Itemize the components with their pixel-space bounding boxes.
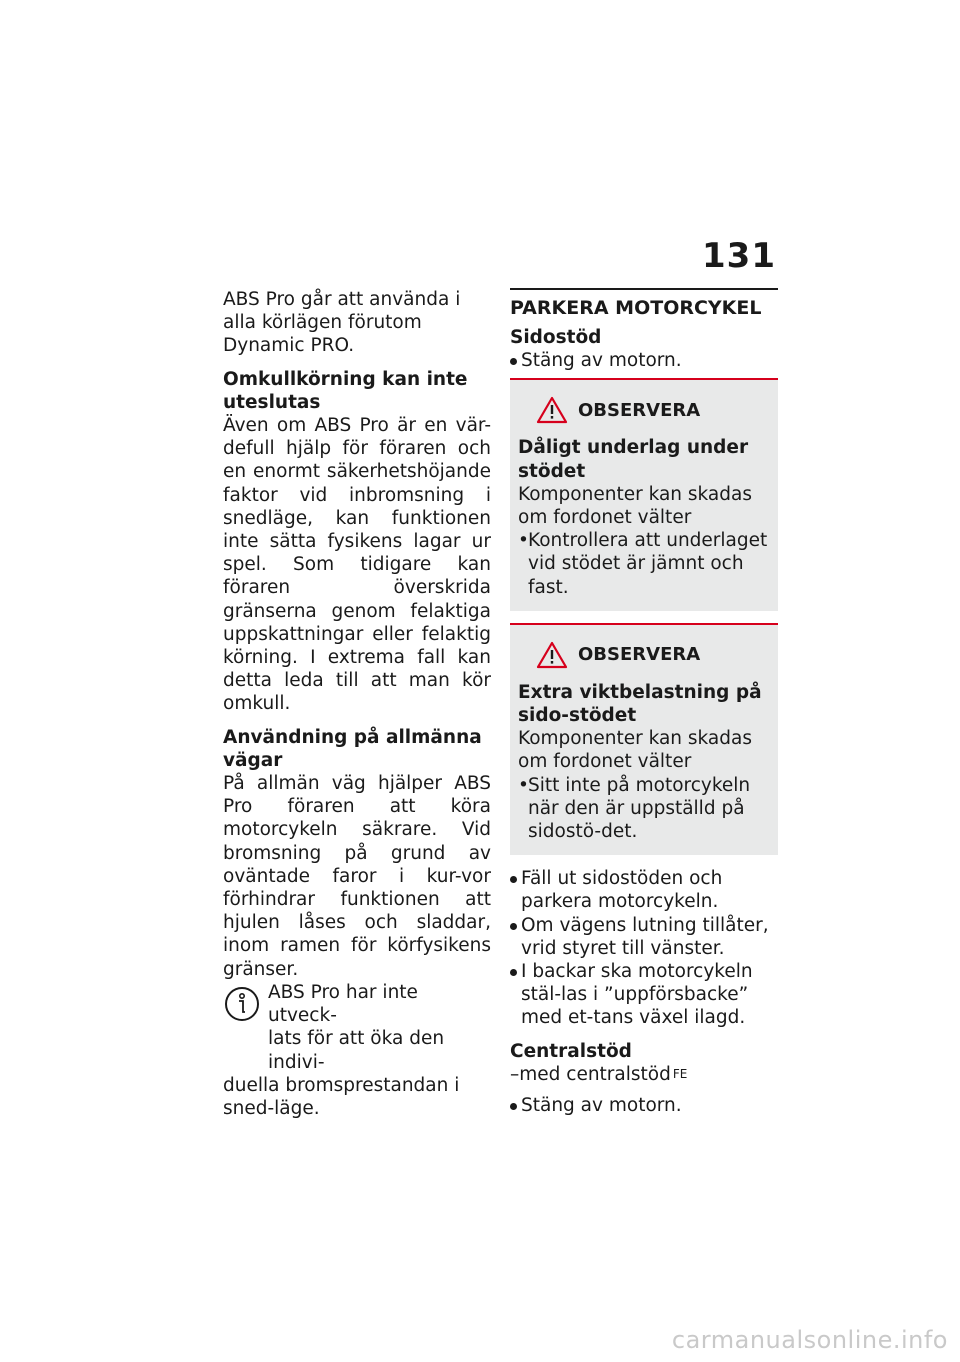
- info-line-2: lats för att öka den indivi-: [268, 1028, 445, 1073]
- bullet-item: I backar ska motorcykeln stäl-las i ”uppförsbacke” med et-tans växel ilagd.: [510, 960, 778, 1030]
- bullet-stop-engine-2: Stäng av motorn.: [510, 1094, 778, 1117]
- warning-title-1: [536, 396, 770, 424]
- option-line: [510, 1063, 778, 1086]
- warning-label-2: OBSERVERA: [578, 644, 701, 666]
- watermark: carmanualsonline.info: [671, 1326, 948, 1354]
- warning-heading-1: Dåligt underlag under stödet: [518, 437, 749, 482]
- warning-body-1: Komponenter kan skadas om fordonet välter: [518, 483, 752, 529]
- section-title-public-roads: Användning på allmänna vägar: [223, 726, 482, 771]
- left-column: [223, 288, 491, 1120]
- option-code: FE: [672, 1066, 688, 1081]
- info-icon: [223, 985, 261, 1027]
- warning-triangle-icon: [536, 396, 568, 424]
- warning-box-1: [510, 378, 778, 610]
- section-body-rollover: Även om ABS Pro är en vär-defull hjälp för föraren och en enormt säkerhetshöjande faktor vid inbromsning i snedläge, kan funktionen inte sätta fysikens lagar ur spel. Som tidigare kan föraren överskrida gränserna genom felaktiga uppskattningar eller felaktig körning. I extrema fall kan detta leda till att man kör omkull.: [223, 415, 491, 715]
- chapter-heading: PARKERA MOTORCYKEL: [510, 288, 778, 320]
- intro-text: ABS Pro går att använda i alla körlägen förutom Dynamic PRO.: [223, 289, 461, 357]
- bullet-stop-engine: Stäng av motorn.: [510, 349, 778, 372]
- subheading-sidostod: Sidostöd: [510, 327, 602, 348]
- page-number: 131: [702, 236, 776, 276]
- info-rest: duella bromsprestandan i sned-läge.: [223, 1074, 460, 1119]
- section-title-rollover: Omkullkörning kan inte uteslutas: [223, 368, 468, 413]
- right-column: [510, 288, 778, 1117]
- info-line-1: ABS Pro har inte utveck-: [268, 981, 418, 1027]
- warning-label-1: OBSERVERA: [578, 399, 701, 421]
- option-text: –med centralstöd: [510, 1063, 671, 1085]
- warning-item-1: • Kontrollera att underlaget vid stödet är jämnt och fast.: [518, 529, 770, 599]
- bullet-item: Om vägens lutning tillåter, vrid styret till vänster.: [510, 914, 778, 960]
- section-body-public-roads: På allmän väg hjälper ABS Pro föraren att köra motorcykeln säkrare. Vid bromsning på grund av oväntade faror i kur-vor förhindrar funktionen att hjulen låses och sladdar, inom ramen för körfysikens gränser.: [223, 773, 491, 980]
- warning-title-2: [536, 641, 770, 669]
- bullet-item: Fäll ut sidostöden och parkera motorcykeln.: [510, 867, 778, 913]
- info-note: [223, 981, 491, 1120]
- warning-heading-2: Extra viktbelastning på sido-stödet: [518, 681, 762, 727]
- warning-triangle-icon: [536, 641, 568, 669]
- warning-box-2: [510, 623, 778, 855]
- warning-body-2: Komponenter kan skadas om fordonet välter: [518, 728, 752, 773]
- warning-item-2: • Sitt inte på motorcykeln när den är uppställd på sidostö-det.: [518, 774, 770, 844]
- subheading-centralstod: Centralstöd: [510, 1040, 632, 1062]
